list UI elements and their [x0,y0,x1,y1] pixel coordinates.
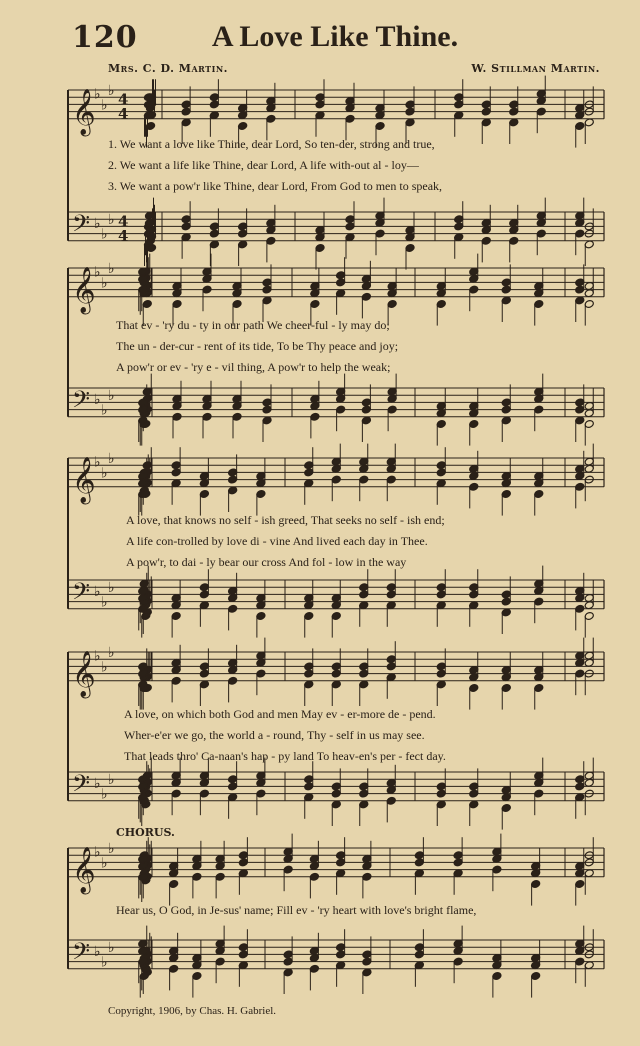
bass-clef-icon: 𝄢 [72,577,91,611]
treble-clef-icon: 𝄞 [72,846,96,893]
flat-sign-icon: ♭ [101,226,108,243]
flat-sign-icon: ♭ [108,580,115,597]
flat-sign-icon: ♭ [94,775,101,792]
lyric-line: 3. We want a pow'r like Thine, dear Lord, From God to men to speak, [108,179,443,193]
flat-sign-icon: ♭ [101,594,108,611]
flat-sign-icon: ♭ [101,465,108,482]
flat-sign-icon: ♭ [108,645,115,661]
lyric-line: Hear us, O God, in Je-sus' name; Fill ev - 'ry heart with love's bright flame, [116,903,477,917]
lyric-line: A life con-trolled by love di - vine And lived each day in Thee. [126,534,428,548]
lyric-line: A love, that knows no self - ish greed, That seeks no self - ish end; [126,513,445,527]
lyric-line: Wher-e'er we go, the world a - round, Thy - self in us may see. [124,728,425,742]
flat-sign-icon: ♭ [108,940,115,957]
flat-sign-icon: ♭ [101,786,108,803]
lyricist-credit: Mrs. C. D. Martin. [108,62,229,75]
lyric-line: That ev - 'ry du - ty in our path We cheer-ful - ly may do; [116,318,390,332]
flat-sign-icon: ♭ [108,212,115,229]
lyric-line: The un - der-cur - rent of its tide, To be Thy peace and joy; [116,339,399,353]
flat-sign-icon: ♭ [101,954,108,971]
time-signature-bottom: 4 [118,104,129,123]
flat-sign-icon: ♭ [108,261,115,277]
composer-credit: W. Stillman Martin. [471,62,600,75]
lyric-line: That leads thro' Ca-naan's hap - py land To heav-en's per - fect day. [124,749,446,763]
lyric-line: 2. We want a life like Thine, dear Lord, A life with-out al - loy— [108,158,419,172]
flat-sign-icon: ♭ [94,215,101,232]
lyric-line: A love, on which both God and men May ev - er-more de - pend. [124,707,436,721]
lyric-line: A pow'r or ev - 'ry e - vil thing, A pow'r to help the weak; [116,360,391,374]
bass-clef-icon: 𝄢 [72,209,91,243]
time-signature-top: 4 [118,90,129,109]
flat-sign-icon: ♭ [101,402,108,419]
flat-sign-icon: ♭ [108,772,115,789]
treble-clef-icon: 𝄞 [72,650,96,697]
treble-clef-icon: 𝄞 [72,456,96,503]
hymn-number: 120 [72,20,138,55]
time-signature-top: 4 [118,212,129,231]
treble-clef-icon: 𝄞 [72,88,96,135]
copyright-notice: Copyright, 1906, by Chas. H. Gabriel. [108,1005,277,1017]
flat-sign-icon: ♭ [94,844,101,861]
flat-sign-icon: ♭ [101,97,108,114]
lyric-line: 1. We want a love like Thine, dear Lord, So ten-der, strong and true, [108,137,435,151]
flat-sign-icon: ♭ [108,451,115,467]
time-signature-bottom: 4 [118,226,129,245]
bass-clef-icon: 𝄢 [72,769,91,803]
flat-sign-icon: ♭ [94,648,101,665]
flat-sign-icon: ♭ [101,275,108,292]
flat-sign-icon: ♭ [94,943,101,960]
lyric-line: A pow'r, to dai - ly bear our cross And fol - low in the way [126,555,407,569]
bass-clef-icon: 𝄢 [72,937,91,971]
flat-sign-icon: ♭ [94,454,101,471]
flat-sign-icon: ♭ [94,391,101,408]
treble-clef-icon: 𝄞 [72,266,96,313]
hymn-title: A Love Like Thine. [211,20,459,53]
flat-sign-icon: ♭ [94,583,101,600]
chorus-label: CHORUS. [116,826,175,839]
flat-sign-icon: ♭ [108,83,115,99]
flat-sign-icon: ♭ [94,264,101,281]
bass-clef-icon: 𝄢 [72,385,91,419]
flat-sign-icon: ♭ [101,659,108,676]
flat-sign-icon: ♭ [94,86,101,103]
flat-sign-icon: ♭ [108,841,115,857]
flat-sign-icon: ♭ [108,388,115,405]
flat-sign-icon: ♭ [101,855,108,872]
